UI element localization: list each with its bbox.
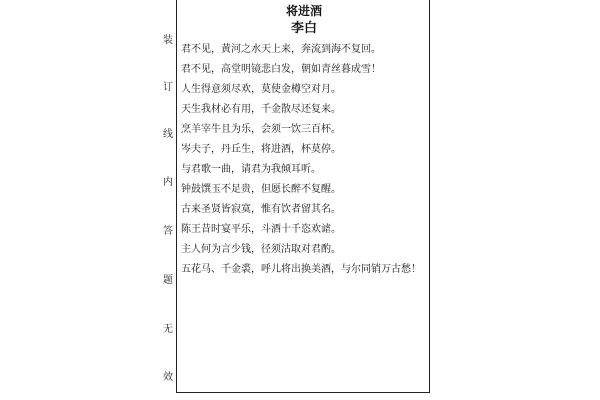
margin-char-nei: 内 <box>163 177 173 188</box>
margin-char-zhuang: 装 <box>163 35 173 46</box>
margin-char-xian: 线 <box>163 129 173 140</box>
poem-line: 人生得意须尽欢，莫使金樽空对月。 <box>181 84 341 95</box>
poem-title: 将进酒 <box>285 4 322 18</box>
poem-line: 与君歌一曲，请君为我倾耳听。 <box>181 164 321 175</box>
poem-line: 陈王昔时宴平乐，斗酒十千恣欢谑。 <box>181 224 341 235</box>
binding-margin-strip <box>160 0 176 400</box>
poem-line: 古来圣贤皆寂寞，惟有饮者留其名。 <box>181 204 341 215</box>
margin-char-wu: 无 <box>163 324 173 335</box>
poem-line: 岑夫子，丹丘生，将进酒，杯莫停。 <box>181 144 341 155</box>
poem-line: 五花马、千金裘，呼儿将出换美酒，与尔同销万古愁！ <box>181 264 421 275</box>
poem-line: 君不见，黄河之水天上来，奔流到海不复回。 <box>181 44 381 55</box>
poem-line: 钟鼓馔玉不足贵，但愿长醉不复醒。 <box>181 184 341 195</box>
margin-char-xiao: 效 <box>163 372 173 383</box>
poem-line: 君不见，高堂明镜悲白发，朝如青丝暮成雪！ <box>181 64 381 75</box>
poem-line: 主人何为言少钱，径须沽取对君酌。 <box>181 244 341 255</box>
poem-line: 天生我材必有用，千金散尽还复来。 <box>181 104 341 115</box>
poem-author: 李白 <box>290 21 317 36</box>
margin-char-ding: 订 <box>163 82 173 93</box>
margin-char-da: 答 <box>163 226 173 237</box>
margin-char-ti: 题 <box>163 275 173 286</box>
poem-lines <box>181 40 427 280</box>
document-page <box>176 0 430 393</box>
poem-line: 烹羊宰牛且为乐，会须一饮三百杯。 <box>181 124 341 135</box>
